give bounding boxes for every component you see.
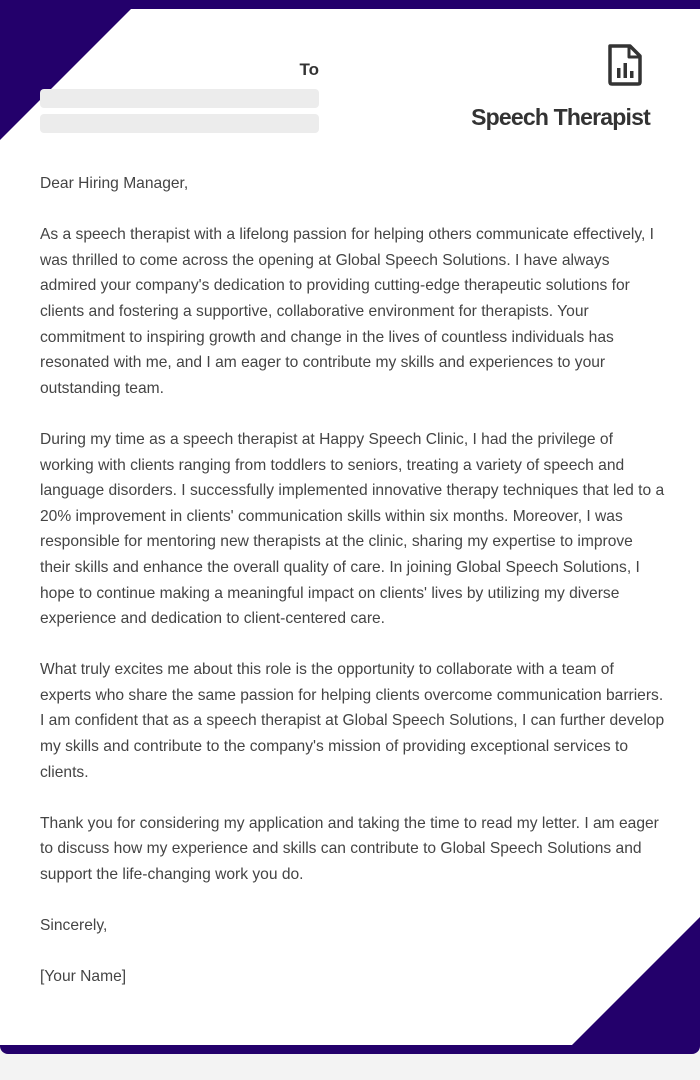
job-title: Speech Therapist	[471, 104, 650, 130]
letter-body	[40, 171, 665, 1016]
page-footer-background	[0, 1062, 700, 1080]
paragraph-intro: As a speech therapist with a lifelong passion for helping others communicate effectively, I was thrilled to come across the opening at Global Speech Solutions. I have always admired your company's dedication to providing cutting-edge therapeutic solutions for clients and fostering a supportive, collaborative environment for therapists. Your commitment to inspiring growth and change in the lives of countless individuals has resonated with me, and I am eager to contribute my skills and experiences to your outstanding team.	[40, 226, 654, 397]
recipient-placeholder-line	[40, 114, 319, 133]
greeting: Dear Hiring Manager,	[40, 175, 189, 192]
to-label: To	[299, 60, 319, 79]
document-chart-icon	[605, 43, 645, 87]
signature: [Your Name]	[40, 968, 127, 986]
recipient-placeholder-line	[40, 89, 319, 108]
paragraph-experience: During my time as a speech therapist at Happy Speech Clinic, I had the privilege of working with clients ranging from toddlers to seniors, treating a variety of speech and language disorders. I successfully implemented innovative therapy techniques that led to a 20% improvement in clients' communication skills within six months. Moreover, I was responsible for mentoring new therapists at the clinic, sharing my expertise to improve their skills and enhance the overall quality of care. In joining Global Speech Solutions, I hope to continue making a meaningful impact on clients' lives by utilizing my diverse experience and dedication to client-centered care.	[40, 430, 665, 628]
paragraph-thanks: Thank you for considering my application and taking the time to read my letter. I am eager to discuss how my experience and skills can contribute to Global Speech Solutions and support the life-changing work you do.	[40, 814, 659, 884]
closing: Sincerely,	[40, 917, 108, 935]
paragraph-motivation: What truly excites me about this role is the opportunity to collaborate with a team of experts who share the same passion for helping clients overcome communication barriers. I am confident that as a speech therapist at Global Speech Solutions, I can further develop my skills and contribute to the company's mission of providing exceptional services to clients.	[40, 661, 665, 781]
